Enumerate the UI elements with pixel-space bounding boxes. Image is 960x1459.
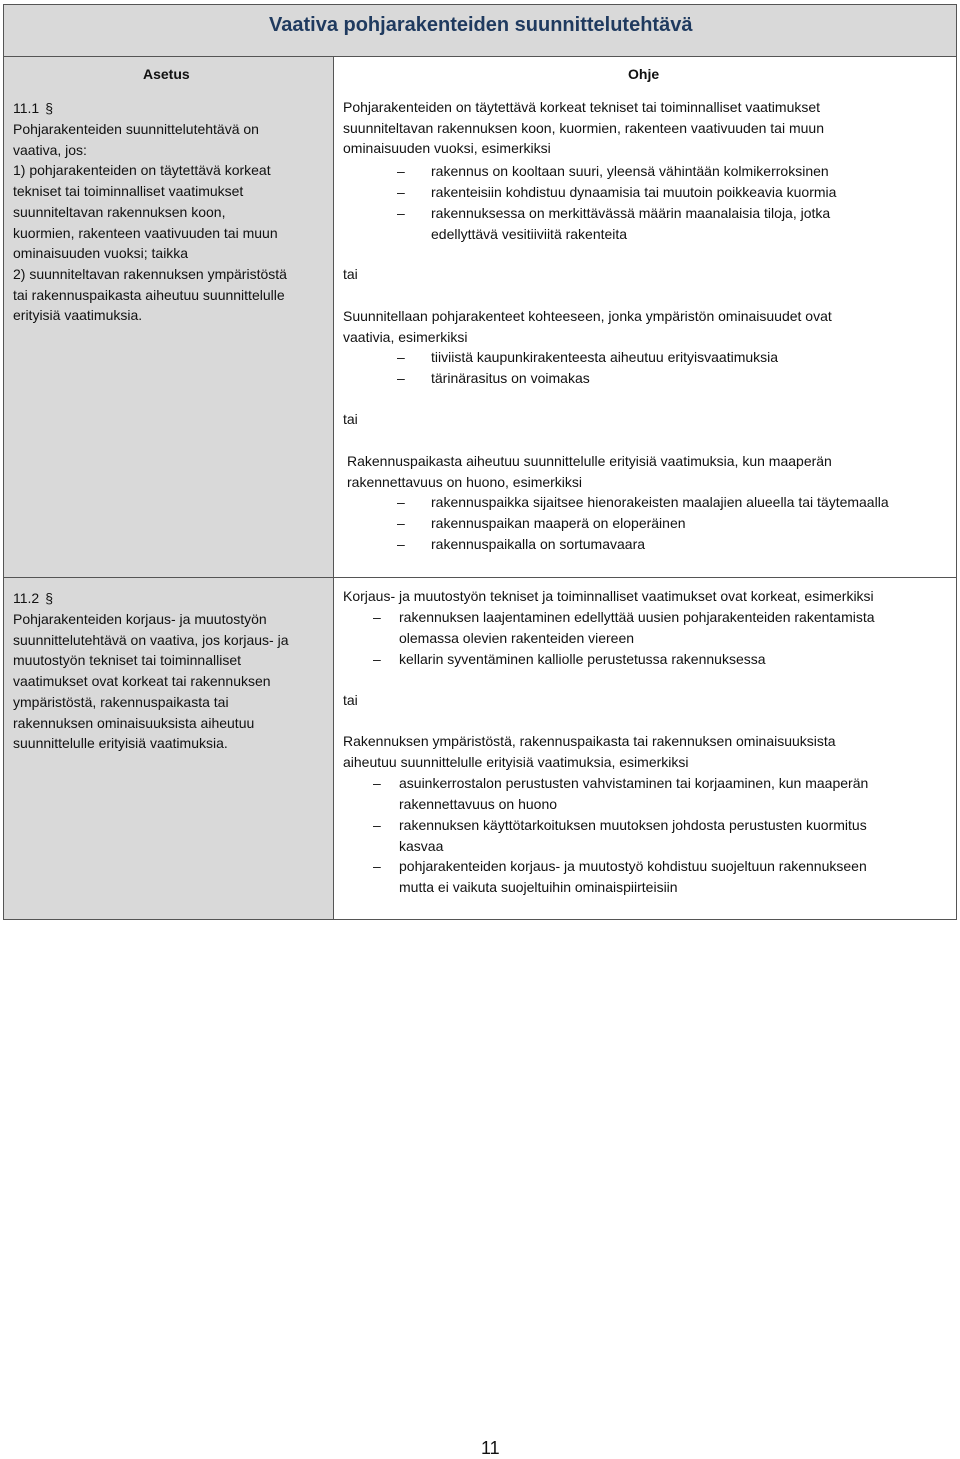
section1-paragraph-b <box>343 306 832 347</box>
or-separator: tai <box>343 266 358 282</box>
text-line: erityisiä vaatimuksia. <box>13 307 143 324</box>
text-line: ominaisuuden vuoksi; taikka <box>13 245 189 262</box>
section2-left-text <box>13 609 289 754</box>
text-line: Pohjarakenteiden suunnittelutehtävä on <box>13 121 259 137</box>
bullet-continuation: edellyttävä vesitiiviitä rakenteita <box>431 226 628 242</box>
bullet-item: – rakennuksen käyttötarkoituksen muutoksen johdosta perustusten kuormitus <box>373 817 867 833</box>
bullet-item: – rakennuksen laajentaminen edellyttää uusien pohjarakenteiden rakentamista <box>373 609 875 625</box>
title-row <box>4 5 956 57</box>
bullet-item: – pohjarakenteiden korjaus- ja muutostyö kohdistuu suojeltuun rakennukseen <box>373 858 867 874</box>
text-line: Rakennuspaikasta aiheutuu suunnittelulle erityisiä vaatimuksia, kun maaperän <box>347 453 832 469</box>
section-mark: § <box>45 590 54 606</box>
text-line: vaativa, jos: <box>13 141 87 158</box>
section1-left-text <box>13 119 287 326</box>
bullet-item: – kellarin syventäminen kalliolle perustetussa rakennuksessa <box>373 651 766 667</box>
bullet-continuation: olemassa olevien rakenteiden viereen <box>399 630 635 646</box>
bullet-item: – rakennus on kooltaan suuri, yleensä vähintään kolmikerroksinen <box>397 163 829 179</box>
text-line: tai rakennuspaikasta aiheutuu suunnittelulle <box>13 286 285 303</box>
text-line: suunniteltavan rakennuksen koon, <box>13 203 226 220</box>
text-line: vaatimukset ovat korkeat tai rakennuksen <box>13 673 271 690</box>
text-line: Suunnitellaan pohjarakenteet kohteeseen, jonka ympäristön ominaisuudet ovat <box>343 308 832 324</box>
section-mark: § <box>45 100 54 116</box>
bullet-item: – tiiviistä kaupunkirakenteesta aiheutuu erityisvaatimuksia <box>397 349 779 365</box>
section1-right-intro <box>343 97 824 159</box>
page-number: 11 <box>481 1438 500 1458</box>
section-heading-11-1 <box>13 98 53 119</box>
text-line: suunnittelulle erityisiä vaatimuksia. <box>13 735 228 752</box>
section-number: 11.1 <box>13 100 40 116</box>
bullet-continuation: mutta ei vaikuta suojeltuihin ominaispiirteisiin <box>399 879 678 895</box>
text-line: Pohjarakenteiden korjaus- ja muutostyön <box>13 611 267 627</box>
text-line: 2) suunniteltavan rakennuksen ympäristöstä <box>13 265 287 282</box>
bullet-item: – asuinkerrostalon perustusten vahvistaminen tai korjaaminen, kun maaperän <box>373 775 869 791</box>
text-line: Pohjarakenteiden on täytettävä korkeat tekniset tai toiminnalliset vaatimukset <box>343 99 821 115</box>
bullet-item: – tärinärasitus on voimakas <box>397 370 590 386</box>
bullet-item: – rakennuspaikka sijaitsee hienorakeisten maalajien alueella tai täytemaalla <box>397 494 889 510</box>
section-number: 11.2 <box>13 590 40 606</box>
bullet-item: – rakennuspaikan maaperä on eloperäinen <box>397 515 686 531</box>
bullet-item: – rakenteisiin kohdistuu dynaamisia tai muutoin poikkeavia kuormia <box>397 184 837 200</box>
column-header-ohje: Ohje <box>628 66 660 82</box>
text-line: suunnittelutehtävä on vaativa, jos korjaus- ja <box>13 631 289 648</box>
text-line: kuormien, rakenteen vaativuuden tai muun <box>13 224 278 241</box>
text-line: suunniteltavan rakennuksen koon, kuormien, rakenteen vaativuuden tai muun <box>343 119 824 136</box>
text-line: Rakennuksen ympäristöstä, rakennuspaikasta tai rakennuksen ominaisuuksista <box>343 733 836 749</box>
text-line: rakennuksen ominaisuuksista aiheutuu <box>13 714 255 731</box>
section2-right-intro: Korjaus- ja muutostyön tekniset ja toiminnalliset vaatimukset ovat korkeat, esimerkiksi <box>343 588 874 604</box>
text-line: vaativia, esimerkiksi <box>343 328 468 345</box>
text-line: ominaisuuden vuoksi, esimerkiksi <box>343 140 551 157</box>
text-line: muutostyön tekniset tai toiminnalliset <box>13 652 241 669</box>
text-line: tekniset tai toiminnalliset vaatimukset <box>13 183 244 200</box>
text-line: rakennettavuus on huono, esimerkiksi <box>347 473 583 490</box>
text-line: aiheutuu suunnittelulle erityisiä vaatimuksia, esimerkiksi <box>343 753 689 770</box>
bullet-item: – rakennuksessa on merkittävässä määrin maanalaisia tiloja, jotka <box>397 205 831 221</box>
section2-paragraph-b <box>343 731 836 772</box>
section-heading-11-2 <box>13 588 53 609</box>
or-separator: tai <box>343 692 358 708</box>
or-separator: tai <box>343 411 358 427</box>
row-divider <box>4 577 956 578</box>
text-line: ympäristöstä, rakennuspaikasta tai <box>13 693 229 710</box>
bullet-continuation: rakennettavuus on huono <box>399 796 558 812</box>
bullet-continuation: kasvaa <box>399 838 444 854</box>
bullet-item: – rakennuspaikalla on sortumavaara <box>397 536 646 552</box>
section1-paragraph-c <box>347 451 832 492</box>
page-title: Vaativa pohjarakenteiden suunnittelutehtävä <box>269 14 693 36</box>
text-line: 1) pohjarakenteiden on täytettävä korkeat <box>13 162 271 179</box>
column-header-asetus: Asetus <box>143 66 190 82</box>
